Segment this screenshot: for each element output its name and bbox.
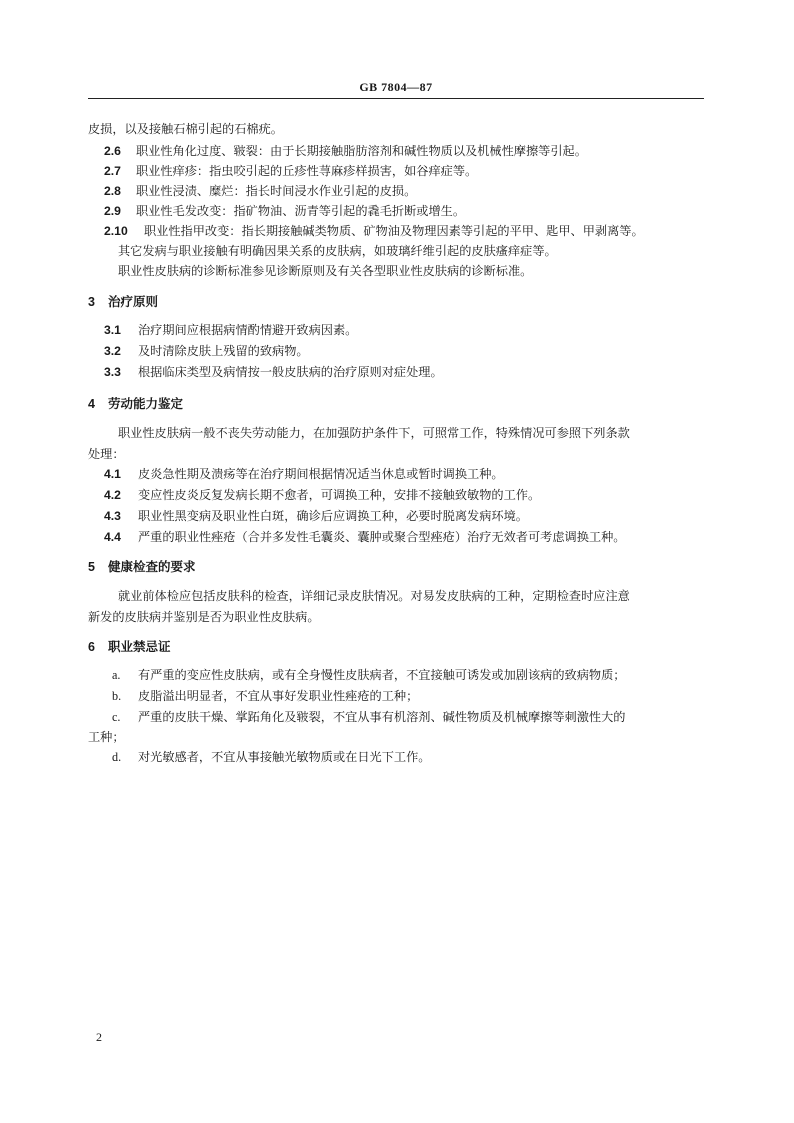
item-number: 2.8 (104, 184, 121, 198)
item-4-1 (104, 466, 504, 482)
section4-intro-line1: 职业性皮肤病一般不丧失劳动能力，在加强防护条件下，可照常工作，特殊情况可参照下列条款 (118, 426, 630, 440)
item-number: 2.9 (104, 204, 121, 218)
item-2-7 (104, 163, 477, 179)
item-number: 3.1 (104, 323, 121, 337)
item-letter: a. (112, 668, 121, 682)
section-title: 职业禁忌证 (108, 639, 171, 654)
section2-cont-first: 皮损，以及接触石棉引起的石棉疣。 (88, 122, 283, 136)
item-4-2 (104, 487, 540, 503)
contraindication-d (112, 749, 431, 765)
contraindication-c (112, 709, 626, 725)
item-text: 严重的皮肤干燥、掌跖角化及皲裂，不宜从事有机溶剂、碱性物质及机械摩擦等刺激性大的 (138, 710, 626, 724)
section5-heading (88, 557, 196, 575)
section6-heading (88, 637, 171, 655)
item-4-4 (104, 529, 626, 545)
item-number: 2.6 (104, 144, 121, 158)
item-number: 3.2 (104, 344, 121, 358)
item-number: 4.1 (104, 467, 121, 481)
item-number: 4.4 (104, 530, 121, 544)
item-text: 职业性黑变病及职业性白斑，确诊后应调换工种，必要时脱离发病环境。 (138, 509, 528, 523)
item-2-6 (104, 143, 587, 159)
contraindication-a (112, 667, 626, 683)
section2-para1: 其它发病与职业接触有明确因果关系的皮肤病，如玻璃纤维引起的皮肤瘙痒症等。 (118, 244, 557, 258)
contraindication-b (112, 688, 418, 704)
item-number: 4.2 (104, 488, 121, 502)
section-title: 劳动能力鉴定 (108, 396, 184, 411)
section2-para2: 职业性皮肤病的诊断标准参见诊断原则及有关各型职业性皮肤病的诊断标准。 (118, 264, 533, 278)
item-text: 及时清除皮肤上残留的致病物。 (138, 344, 309, 358)
item-number: 4.3 (104, 509, 121, 523)
item-letter: c. (112, 710, 121, 724)
item-text: 根据临床类型及病情按一般皮肤病的治疗原则对症处理。 (138, 365, 443, 379)
item-text: 皮炎急性期及溃疡等在治疗期间根据情况适当休息或暂时调换工种。 (138, 467, 504, 481)
item-number: 2.10 (104, 224, 128, 238)
section4-heading (88, 394, 183, 412)
item-text: 皮脂溢出明显者，不宜从事好发职业性痤疮的工种； (138, 689, 419, 703)
page-header (88, 80, 704, 99)
item-text: 职业性角化过度、皲裂：由于长期接触脂肪溶剂和碱性物质以及机械性摩擦等引起。 (136, 144, 587, 158)
item-text: 有严重的变应性皮肤病，或有全身慢性皮肤病者，不宜接触可诱发或加剧该病的致病物质； (138, 668, 626, 682)
item-4-3 (104, 508, 528, 524)
item-number: 3.3 (104, 365, 121, 379)
item-letter: b. (112, 689, 122, 703)
item-text: 治疗期间应根据病情酌情避开致病因素。 (138, 323, 358, 337)
section4-intro-line2: 处理： (88, 447, 125, 461)
item-text: 职业性毛发改变：指矿物油、沥青等引起的毳毛折断或增生。 (136, 204, 466, 218)
section5-line1: 就业前体检应包括皮肤科的检查，详细记录皮肤情况。对易发皮肤病的工种，定期检查时应注意 (118, 589, 630, 603)
section5-line2: 新发的皮肤病并鉴别是否为职业性皮肤病。 (88, 610, 320, 624)
item-number: 2.7 (104, 164, 121, 178)
item-text: 职业性痒疹：指虫咬引起的丘疹性荨麻疹样损害，如谷痒症等。 (136, 164, 478, 178)
item-3-2 (104, 343, 309, 359)
section-number: 4 (88, 397, 95, 411)
item-text: 严重的职业性痤疮（合并多发性毛囊炎、囊肿或聚合型痤疮）治疗无效者可考虑调换工种。 (138, 530, 626, 544)
page-number: 2 (96, 1030, 102, 1044)
contraindication-c-cont: 工种； (88, 730, 125, 744)
section-number: 3 (88, 295, 95, 309)
item-text: 职业性指甲改变：指长期接触碱类物质、矿物油及物理因素等引起的平甲、匙甲、甲剥离等。 (144, 224, 644, 238)
section-title: 健康检查的要求 (108, 559, 196, 574)
item-2-9 (104, 203, 465, 219)
item-3-1 (104, 322, 357, 338)
item-text: 变应性皮炎反复发病长期不愈者，可调换工种，安排不接触致敏物的工作。 (138, 488, 541, 502)
item-2-8 (104, 183, 416, 199)
item-text: 对光敏感者，不宜从事接触光敏物质或在日光下工作。 (138, 750, 431, 764)
item-letter: d. (112, 750, 122, 764)
section-title: 治疗原则 (108, 294, 159, 309)
section-number: 6 (88, 640, 95, 654)
item-2-10 (104, 223, 644, 239)
item-text: 职业性浸渍、糜烂：指长时间浸水作业引起的皮损。 (136, 184, 417, 198)
item-3-3 (104, 364, 443, 380)
section-number: 5 (88, 560, 95, 574)
section3-heading (88, 292, 158, 310)
standard-code: GB 7804—87 (359, 80, 433, 94)
